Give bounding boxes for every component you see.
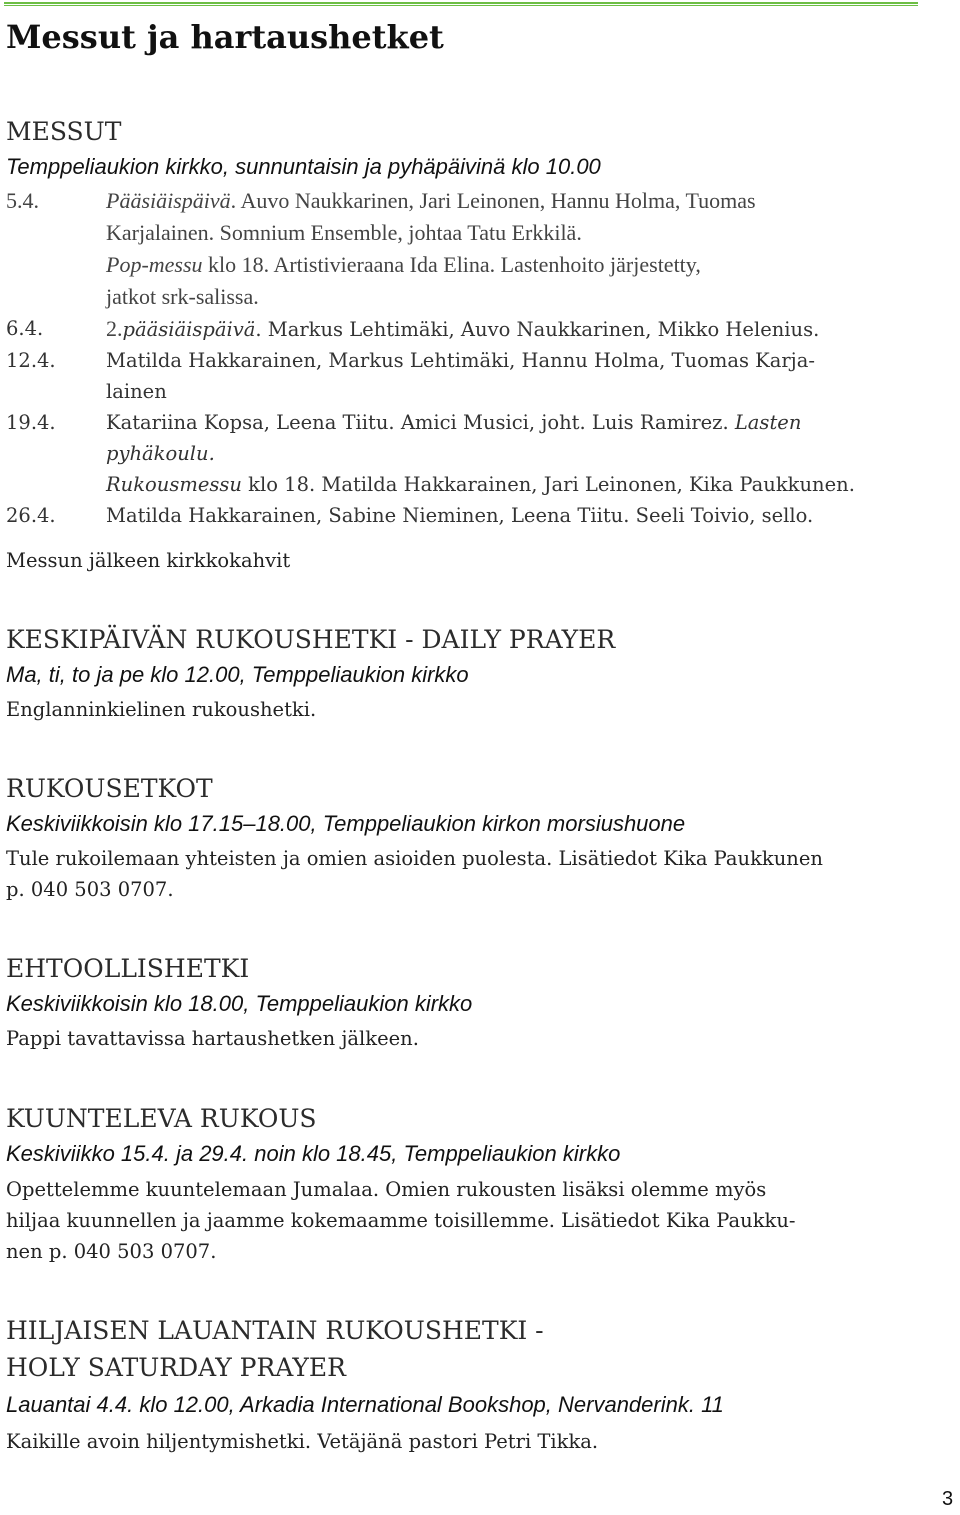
page-number: 3 <box>942 1488 954 1510</box>
page-title: Messut ja hartaushetket <box>6 18 444 56</box>
schedule-text <box>106 313 819 345</box>
section-heading-holy-saturday: HILJAISEN LAUANTAIN RUKOUSHETKI - <box>6 1316 544 1345</box>
schedule-date: 26.4. <box>6 504 56 527</box>
section-heading-kuunteleva: KUUNTELEVA RUKOUS <box>6 1104 317 1133</box>
mass-schedule <box>6 185 926 531</box>
section-heading-ehtoollis: EHTOOLLISHETKI <box>6 954 250 983</box>
section-text-kuunteleva: Opettelemme kuuntelemaan Jumalaa. Omien rukousten lisäksi olemme myös <box>6 1178 767 1201</box>
section-heading-rukousetkot: RUKOUSETKOT <box>6 774 213 803</box>
schedule-text <box>106 217 582 249</box>
schedule-text <box>106 345 815 376</box>
schedule-segment: Karjalainen. Somnium Ensemble, johtaa Tatu Erkkilä. <box>106 220 582 245</box>
schedule-date: 12.4. <box>6 349 56 372</box>
section-text-rukousetkot: p. 040 503 0707. <box>6 878 174 901</box>
schedule-date <box>6 376 106 407</box>
schedule-line <box>6 469 926 500</box>
schedule-date <box>6 249 106 281</box>
schedule-line <box>6 313 926 345</box>
schedule-text <box>106 185 756 217</box>
section-subtitle-ehtoollis: Keskiviikkoisin klo 18.00, Temppeliaukion kirkko <box>6 991 473 1016</box>
section-text-ehtoollis: Pappi tavattavissa hartaushetken jälkeen. <box>6 1027 419 1050</box>
schedule-segment: . Markus Lehtimäki, Auvo Naukkarinen, Mikko Helenius. <box>255 318 820 341</box>
schedule-text <box>106 500 813 531</box>
section-heading-messut: MESSUT <box>6 117 122 146</box>
schedule-line <box>6 376 926 407</box>
section-heading-daily-prayer: KESKIPÄIVÄN RUKOUSHETKI - DAILY PRAYER <box>6 625 616 654</box>
schedule-date <box>6 469 106 500</box>
schedule-date: 19.4. <box>6 411 56 434</box>
top-rule <box>4 2 918 6</box>
schedule-segment: Matilda Hakkarainen, Markus Lehtimäki, Hannu Holma, Tuomas Karja- <box>106 349 815 372</box>
section-text-daily-prayer: Englanninkielinen rukoushetki. <box>6 698 317 721</box>
schedule-emphasis: Rukousmessu <box>106 473 242 496</box>
schedule-line <box>6 185 926 217</box>
schedule-emphasis: pääsiäispäivä <box>122 318 256 341</box>
schedule-segment: klo 18. Matilda Hakkarainen, Jari Leinonen, Kika Paukkunen. <box>241 473 855 496</box>
schedule-text <box>106 281 259 313</box>
schedule-line <box>6 249 926 281</box>
schedule-segment: klo 18. Artistivieraana Ida Elina. Lastenhoito järjestetty, <box>202 252 701 277</box>
schedule-text <box>106 469 855 500</box>
schedule-line <box>6 438 926 469</box>
schedule-segment: jatkot srk-salissa. <box>106 284 259 309</box>
section-subtitle-kuunteleva: Keskiviikko 15.4. ja 29.4. noin klo 18.45, Temppeliaukion kirkko <box>6 1141 621 1166</box>
schedule-text <box>106 407 801 438</box>
section-subtitle-holy-saturday: Lauantai 4.4. klo 12.00, Arkadia International Bookshop, Nervanderink. 11 <box>6 1392 724 1417</box>
mass-note: Messun jälkeen kirkkokahvit <box>6 549 291 572</box>
schedule-emphasis: Pääsiäispäivä <box>106 188 231 213</box>
schedule-text <box>106 249 701 281</box>
schedule-date <box>6 438 106 469</box>
section-text-kuunteleva: nen p. 040 503 0707. <box>6 1240 217 1263</box>
schedule-line <box>6 345 926 376</box>
schedule-date <box>6 281 106 313</box>
schedule-emphasis: pyhäkoulu. <box>106 442 215 465</box>
schedule-segment: Matilda Hakkarainen, Sabine Nieminen, Leena Tiitu. Seeli Toivio, sello. <box>106 504 814 527</box>
schedule-segment: lainen <box>106 380 167 403</box>
schedule-line <box>6 407 926 438</box>
schedule-segment: . Auvo Naukkarinen, Jari Leinonen, Hannu Holma, Tuomas <box>230 188 756 213</box>
section-text-kuunteleva: hiljaa kuunnellen ja jaamme kokemaamme toisillemme. Lisätiedot Kika Paukku- <box>6 1209 796 1232</box>
schedule-line <box>6 500 926 531</box>
schedule-line <box>6 217 926 249</box>
schedule-emphasis: Pop-messu <box>106 252 203 277</box>
schedule-emphasis: Lasten <box>734 411 802 434</box>
schedule-segment: Katariina Kopsa, Leena Tiitu. Amici Musici, joht. Luis Ramirez. <box>106 411 735 434</box>
schedule-date: 6.4. <box>6 317 44 340</box>
section-subtitle-rukousetkot: Keskiviikkoisin klo 17.15–18.00, Temppeliaukion kirkon morsiushuone <box>6 811 686 836</box>
schedule-line <box>6 281 926 313</box>
section-subtitle-messut: Temppeliaukion kirkko, sunnuntaisin ja pyhäpäivinä klo 10.00 <box>6 154 601 179</box>
section-text-holy-saturday: Kaikille avoin hiljentymishetki. Vetäjänä pastori Petri Tikka. <box>6 1430 599 1453</box>
schedule-text <box>106 376 167 407</box>
schedule-date <box>6 217 106 249</box>
section-subtitle-daily-prayer: Ma, ti, to ja pe klo 12.00, Temppeliaukion kirkko <box>6 662 469 687</box>
schedule-text <box>106 438 215 469</box>
schedule-segment: 2. <box>106 316 123 341</box>
section-heading-holy-saturday-2: HOLY SATURDAY PRAYER <box>6 1353 346 1382</box>
section-text-rukousetkot: Tule rukoilemaan yhteisten ja omien asioiden puolesta. Lisätiedot Kika Paukkunen <box>6 847 823 870</box>
schedule-date: 5.4. <box>6 188 39 213</box>
